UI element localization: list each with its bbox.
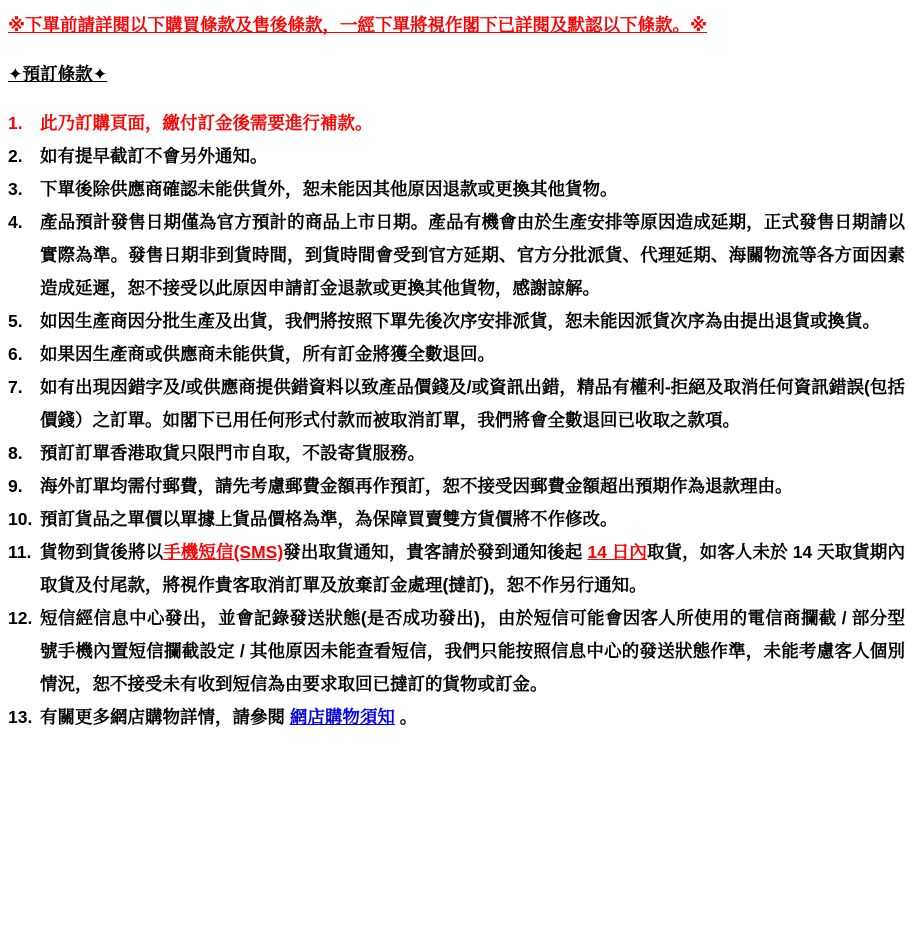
term-item [8,206,905,305]
term-item [8,701,905,734]
term-number: 8. [8,443,23,463]
highlighted-text: 14 日內 [587,542,647,562]
term-number: 12. [8,608,33,628]
term-number: 10. [8,509,33,529]
term-number: 7. [8,377,23,397]
term-text: 此乃訂購頁面，繳付訂金後需要進行補款。 [40,113,373,133]
term-number: 1. [8,113,23,133]
term-text: 產品預計發售日期僅為官方預計的商品上市日期。產品有機會由於生產安排等原因造成延期，正式發售日期請以實際為準。發售日期非到貨時間，到貨時間會受到官方延期、官方分批派貨、代理延期、海關物流等各方面因素造成延遲，恕不接受以此原因申請訂金退款或更換其他貨物，感謝諒解。 [40,212,905,298]
term-text: 預訂訂單香港取貨只限門市自取，不設寄貨服務。 [40,443,425,463]
term-number: 6. [8,344,23,364]
highlighted-text: 手機短信(SMS) [163,542,284,562]
term-text: 短信經信息中心發出，並會記錄發送狀態(是否成功發出)，由於短信可能會因客人所使用的電信商攔截 / 部分型號手機內置短信攔截設定 / 其他原因未能查看短信，我們只能按照信息中心的發送狀態作準，未能考慮客人個別情況，恕不接受未有收到短信為由要求取回已撻訂的貨物或訂金。 [40,608,905,694]
term-item [8,107,905,140]
term-item [8,503,905,536]
term-item [8,338,905,371]
term-text: 有關更多網店購物詳情，請參閱 網店購物須知 。 [40,707,418,727]
term-number: 9. [8,476,23,496]
term-text: 貨物到貨後將以手機短信(SMS)發出取貨通知，貴客請於發到通知後起 14 日內取貨，如客人未於 14 天取貨期內取貨及付尾款，將視作貴客取消訂單及放棄訂金處理(撻訂)，恕不作另行通知。 [40,542,906,595]
term-text: 預訂貨品之單價以單據上貨品價格為準，為保障買賣雙方貨價將不作修改。 [40,509,618,529]
term-item [8,437,905,470]
term-text: 如有出現因錯字及/或供應商提供錯資料以致產品價錢及/或資訊出錯，精品有權利-拒絕及取消任何資訊錯誤(包括價錢）之訂單。如閣下已用任何形式付款而被取消訂單，我們將會全數退回已收取之款項。 [40,377,905,430]
term-item [8,602,905,701]
term-number: 13. [8,707,33,727]
term-number: 2. [8,146,23,166]
page-title: ※下單前請詳閱以下購買條款及售後條款，一經下單將視作閣下已詳閱及默認以下條款。※ [8,15,708,35]
term-item [8,140,905,173]
section-header: ✦預訂條款✦ [8,64,108,84]
terms-list [8,107,905,734]
term-text: 如因生產商因分批生產及出貨，我們將按照下單先後次序安排派貨，恕未能因派貨次序為由提出退貨或換貨。 [40,311,880,331]
shop-guide-link[interactable]: 網店購物須知 [289,707,395,727]
term-text: 海外訂單均需付郵費，請先考慮郵費金額再作預訂，恕不接受因郵費金額超出預期作為退款理由。 [40,476,793,496]
term-text: 下單後除供應商確認未能供貨外，恕未能因其他原因退款或更換其他貨物。 [40,179,618,199]
term-item [8,536,905,602]
term-item [8,305,905,338]
term-number: 3. [8,179,23,199]
term-text: 如有提早截訂不會另外通知。 [40,146,268,166]
term-text: 如果因生產商或供應商未能供貨，所有訂金將獲全數退回。 [40,344,495,364]
term-item [8,173,905,206]
term-number: 11. [8,542,32,562]
term-number: 5. [8,311,23,331]
term-number: 4. [8,212,23,232]
term-item [8,371,905,437]
term-item [8,470,905,503]
